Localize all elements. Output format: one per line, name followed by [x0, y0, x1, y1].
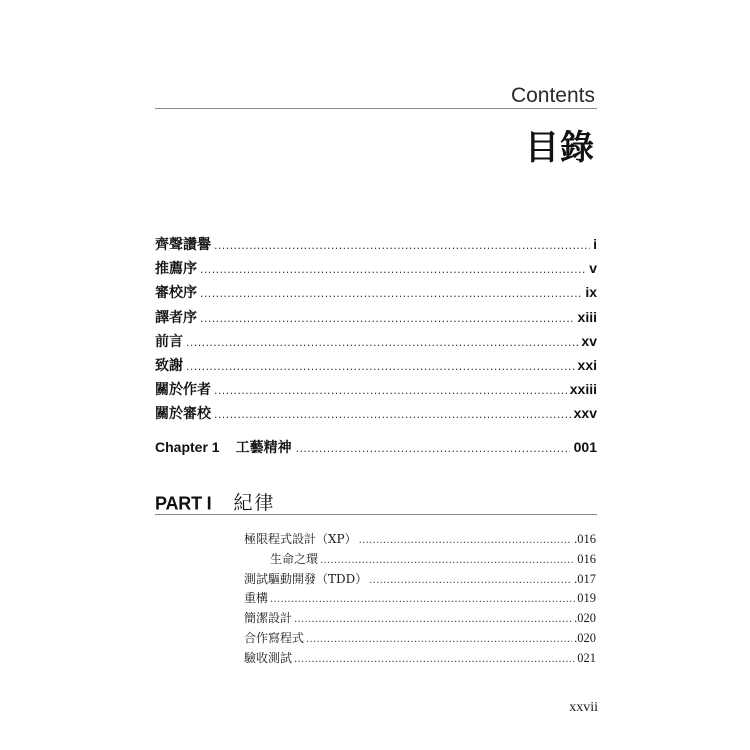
dot-leader	[200, 263, 586, 276]
dot-leader	[294, 654, 575, 665]
toc-entry-page: ix	[585, 284, 597, 301]
section-entry[interactable]	[244, 609, 596, 629]
section-page: .020	[574, 630, 596, 645]
section-label: 生命之環	[270, 551, 319, 566]
dot-leader	[186, 336, 578, 349]
section-page: .016	[574, 532, 596, 546]
toc-entry[interactable]	[155, 234, 597, 258]
toc-entry-label: 譯者序	[155, 309, 197, 326]
section-entry[interactable]	[244, 649, 596, 669]
chapter-title: 工藝精神	[235, 440, 292, 456]
toc-entry-page: xxv	[573, 405, 597, 422]
section-page: 019	[577, 591, 596, 606]
dot-leader	[186, 360, 575, 373]
toc-entry-label: 關於審校	[155, 406, 211, 423]
dot-leader	[200, 287, 582, 300]
section-page: .020	[574, 611, 596, 626]
contents-title-zh: 目錄	[525, 128, 595, 168]
toc-entry-label: 致謝	[155, 357, 183, 374]
dot-leader	[270, 594, 575, 605]
toc-entry[interactable]	[155, 258, 597, 282]
toc-entry-page: xxi	[577, 356, 597, 373]
toc-entry[interactable]	[155, 331, 597, 355]
section-entry[interactable]	[244, 530, 596, 550]
section-entry[interactable]	[244, 570, 596, 590]
toc-entry-page: v	[589, 260, 597, 277]
dot-leader	[369, 575, 572, 586]
section-page: .017	[574, 571, 596, 586]
toc-entry-page: xv	[581, 332, 597, 349]
section-label: 驗收測試	[244, 650, 293, 665]
part-1-heading	[155, 488, 275, 515]
dot-leader	[200, 312, 575, 325]
chapter-page: 001	[573, 439, 597, 455]
section-label: 簡潔設計	[244, 611, 293, 626]
dot-leader	[214, 239, 590, 252]
section-label: 極限程式設計（XP）	[244, 532, 357, 546]
chapter-1-entry[interactable]	[155, 437, 597, 461]
dot-leader	[306, 634, 572, 645]
section-entry[interactable]	[244, 550, 596, 570]
toc-entry[interactable]	[155, 282, 597, 306]
chapter-number: Chapter 1	[155, 439, 220, 455]
section-label: 合作寫程式	[244, 630, 305, 645]
contents-title-en: Contents	[510, 84, 595, 107]
toc-entry-label: 齊聲讚譽	[155, 237, 211, 253]
dot-leader	[294, 614, 572, 625]
section-entry[interactable]	[244, 629, 596, 649]
dot-leader	[214, 408, 571, 421]
toc-entry-page: xxiii	[569, 381, 597, 398]
toc-entry-page: xiii	[577, 308, 597, 325]
toc-entry[interactable]	[155, 355, 597, 379]
dot-leader	[296, 442, 570, 455]
page-folio: xxvii	[569, 700, 598, 715]
part-label: PART I	[155, 492, 212, 514]
part-1-toc	[244, 530, 596, 669]
part-title: 紀律	[233, 492, 276, 514]
toc-entry[interactable]	[155, 403, 597, 427]
section-page: 021	[577, 650, 596, 665]
front-matter-toc	[155, 234, 597, 428]
toc-entry-label: 關於作者	[155, 382, 211, 399]
section-page: 016	[577, 551, 596, 566]
section-entry[interactable]	[244, 589, 596, 609]
toc-entry-label: 推薦序	[155, 261, 197, 278]
dot-leader	[214, 384, 567, 397]
part-rule	[155, 514, 597, 515]
toc-entry-page: i	[593, 236, 597, 252]
section-label: 重構	[244, 591, 269, 606]
header-rule	[155, 108, 597, 109]
toc-entry[interactable]	[155, 379, 597, 403]
dot-leader	[359, 535, 573, 546]
section-label: 測試驅動開發（TDD）	[244, 571, 368, 586]
toc-entry-label: 前言	[155, 333, 183, 350]
dot-leader	[320, 555, 575, 566]
toc-entry-label: 審校序	[155, 285, 197, 302]
toc-entry[interactable]	[155, 307, 597, 331]
